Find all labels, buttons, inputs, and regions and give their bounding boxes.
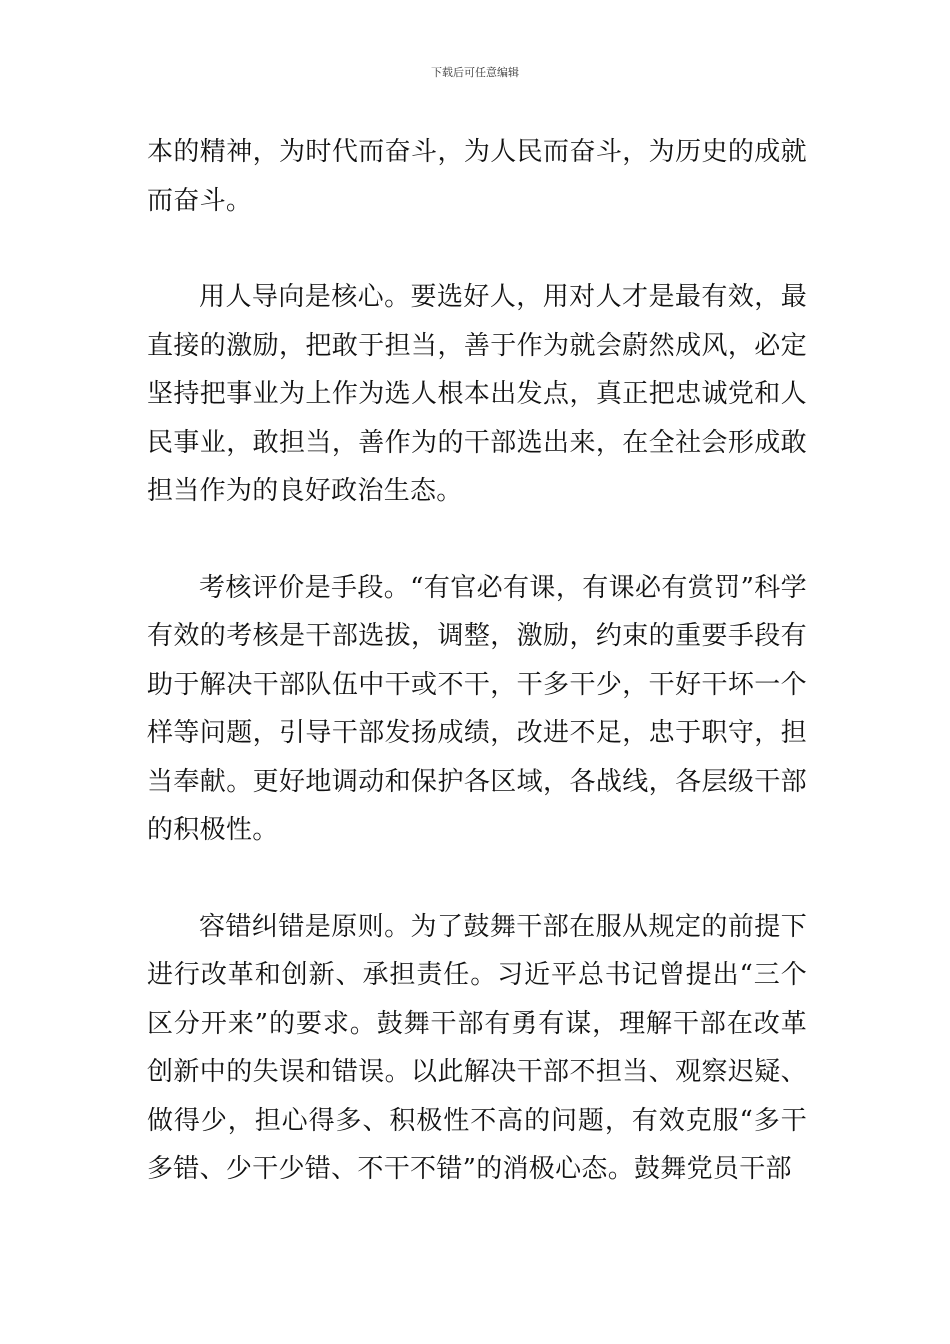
paragraph-assessment-evaluation: 考核评价是手段。“有官必有课，有课必有赏罚”科学有效的考核是干部选拔，调整，激励，约束的重要手段有助于解决干部队伍中干或不干，干多干少，干好干坏一个样等问题，引导干部发扬成绩，改进不足，忠于职守，担当奉献。更好地调动和保护各区域，各战线，各层级干部的积极性。	[147, 572, 807, 845]
paragraph-continuation: 本的精神，为时代而奋斗，为人民而奋斗，为历史的成就而奋斗。	[147, 137, 807, 216]
page-header-note: 下载后可任意编辑	[431, 66, 519, 79]
document-body	[147, 128, 807, 1194]
paragraph-error-tolerance: 容错纠错是原则。为了鼓舞干部在服从规定的前提下进行改革和创新、承担责任。习近平总书记曾提出“三个区分开来”的要求。鼓舞干部有勇有谋，理解干部在改革创新中的失误和错误。以此解决干部不担当、观察迟疑、做得少，担心得多、积极性不高的问题，有效克服“多干多错、少干少错、不干不错”的消极心态。鼓舞党员干部	[147, 911, 807, 1184]
paragraph-employment-orientation: 用人导向是核心。要选好人，用对人才是最有效，最直接的激励，把敢于担当，善于作为就会蔚然成风，必定坚持把事业为上作为选人根本出发点，真正把忠诚党和人民事业，敢担当，善作为的干部选出来，在全社会形成敢担当作为的良好政治生态。	[147, 282, 807, 506]
